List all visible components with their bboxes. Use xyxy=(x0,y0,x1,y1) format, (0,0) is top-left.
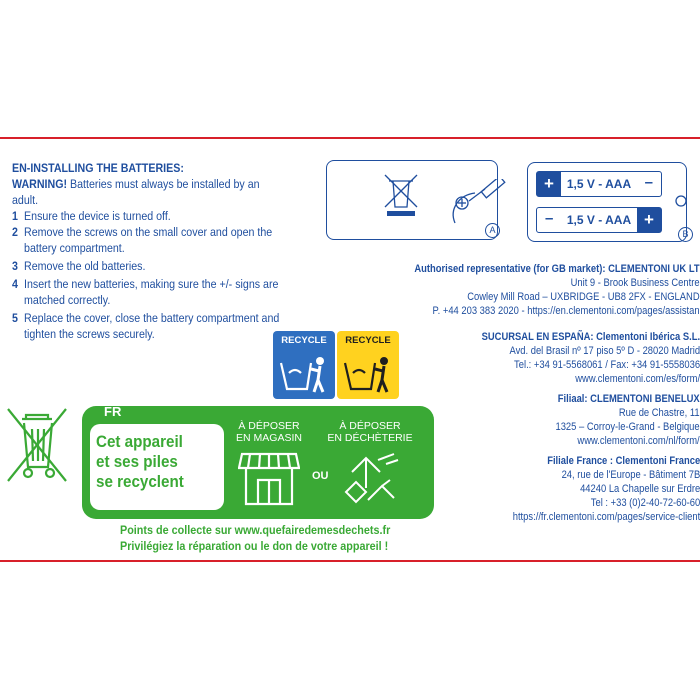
step-number: 1 xyxy=(12,209,18,223)
fr-line: 24, rue de l'Europe - Bâtiment 7B xyxy=(561,469,700,482)
device-back-diagram xyxy=(326,160,498,240)
recycle-label: RECYCLE xyxy=(345,335,391,346)
uk-line: P. +44 203 383 2020 - https://en.clementoni.com/pages/assistan xyxy=(432,305,700,318)
warning-text: Batteries must always be installed by an adult. xyxy=(12,177,260,207)
screw-hole-icon xyxy=(671,191,691,211)
battery-label: 1,5 V - AAA xyxy=(566,213,632,227)
step-text: Ensure the device is turned off. xyxy=(24,209,171,223)
store-option-heading xyxy=(228,420,310,444)
es-heading: SUCURSAL EN ESPAÑA: Clementoni Ibérica S.L. xyxy=(481,331,700,343)
warning-label: WARNING! xyxy=(12,177,68,191)
uk-line: Cowley Mill Road – UXBRIDGE - UB8 2FX - ENGLAND xyxy=(467,291,700,304)
recycle-badge-yellow xyxy=(337,331,399,399)
step-number: 2 xyxy=(12,225,18,239)
be-line: Rue de Chastre, 11 xyxy=(619,407,700,420)
step-5 xyxy=(12,310,287,342)
fr-badge: FR xyxy=(104,404,122,419)
or-label: OU xyxy=(312,470,329,482)
be-heading: Filiaal: CLEMENTONI BENELUX xyxy=(558,393,700,405)
step-text: Insert the new batteries, making sure the +/- signs are matched correctly. xyxy=(24,277,279,307)
uk-heading: Authorised representative (for GB market): CLEMENTONI UK LT xyxy=(414,263,700,275)
battery-instructions xyxy=(12,160,287,342)
store-option-line: EN MAGASIN xyxy=(236,432,302,444)
triman-slogan xyxy=(96,432,224,492)
dump-option-line: EN DÉCHÈTERIE xyxy=(327,432,413,444)
fr-line: https://fr.clementoni.com/pages/service-client xyxy=(512,511,700,524)
bottom-red-rule xyxy=(0,560,700,562)
store-option-line: À DÉPOSER xyxy=(238,420,300,432)
battery-compartment-diagram xyxy=(527,162,687,242)
dump-option-heading xyxy=(324,420,416,444)
waste-dump-icon xyxy=(342,450,402,510)
battery-bottom xyxy=(536,207,662,233)
label-b: B xyxy=(678,227,693,242)
person-recycling-icon xyxy=(337,349,399,399)
step-4 xyxy=(12,276,287,308)
step-number: 3 xyxy=(12,259,18,273)
slogan-line: et ses piles xyxy=(96,453,178,471)
step-2 xyxy=(12,224,287,256)
fr-line: Tel : +33 (0)2-40-72-60-60 xyxy=(590,497,700,510)
es-line: Tel.: +34 91-5568061 / Fax: +34 91-5558036 xyxy=(513,359,700,372)
fr-heading: Filiale France : Clementoni France xyxy=(546,455,700,467)
top-red-rule xyxy=(0,137,700,139)
be-line: 1325 – Corroy-le-Grand - Belgique xyxy=(555,421,700,434)
fr-line: 44240 La Chapelle sur Erdre xyxy=(579,483,700,496)
dump-option-line: À DÉPOSER xyxy=(339,420,401,432)
be-line: www.clementoni.com/nl/form/ xyxy=(577,435,700,448)
es-line: Avd. del Brasil nº 17 piso 5º D - 28020 Madrid xyxy=(509,345,700,358)
fr-contact xyxy=(512,454,700,524)
uk-line: Unit 9 - Brook Business Centre xyxy=(570,277,700,290)
recycle-label: RECYCLE xyxy=(281,335,327,346)
minus-sign: – xyxy=(545,210,554,227)
uk-contact xyxy=(415,262,700,318)
plus-sign-box: + xyxy=(537,172,561,196)
step-number: 5 xyxy=(12,311,18,325)
step-3 xyxy=(12,258,287,274)
screwdriver-icon xyxy=(447,179,517,239)
slogan-line: se recyclent xyxy=(96,473,184,491)
collect-points-line: Points de collecte sur www.quefairedemesdechets.fr xyxy=(120,523,391,537)
plus-sign-box: + xyxy=(637,208,661,232)
battery-label: 1,5 V - AAA xyxy=(566,177,632,191)
minus-sign: – xyxy=(644,174,653,191)
person-recycling-icon xyxy=(273,349,335,399)
step-1 xyxy=(12,208,287,224)
label-a: A xyxy=(485,223,500,238)
repair-line: Privilégiez la réparation ou le don de votre appareil ! xyxy=(120,539,389,553)
be-contact xyxy=(556,392,700,448)
step-number: 4 xyxy=(12,277,18,291)
step-text: Replace the cover, close the battery compartment and tighten the screws securely. xyxy=(24,311,280,341)
battery-top xyxy=(536,171,662,197)
crossed-out-bin-icon xyxy=(4,405,70,485)
instructions-heading: EN-INSTALLING THE BATTERIES: xyxy=(12,161,184,175)
store-icon xyxy=(238,450,300,508)
slogan-line: Cet appareil xyxy=(96,433,183,451)
warning-line xyxy=(12,176,287,208)
es-line: www.clementoni.com/es/form/ xyxy=(575,373,700,386)
step-text: Remove the old batteries. xyxy=(24,259,146,273)
step-text: Remove the screws on the small cover and open the battery compartment. xyxy=(24,225,273,255)
recycle-badge-blue xyxy=(273,331,335,399)
es-contact xyxy=(482,330,700,386)
